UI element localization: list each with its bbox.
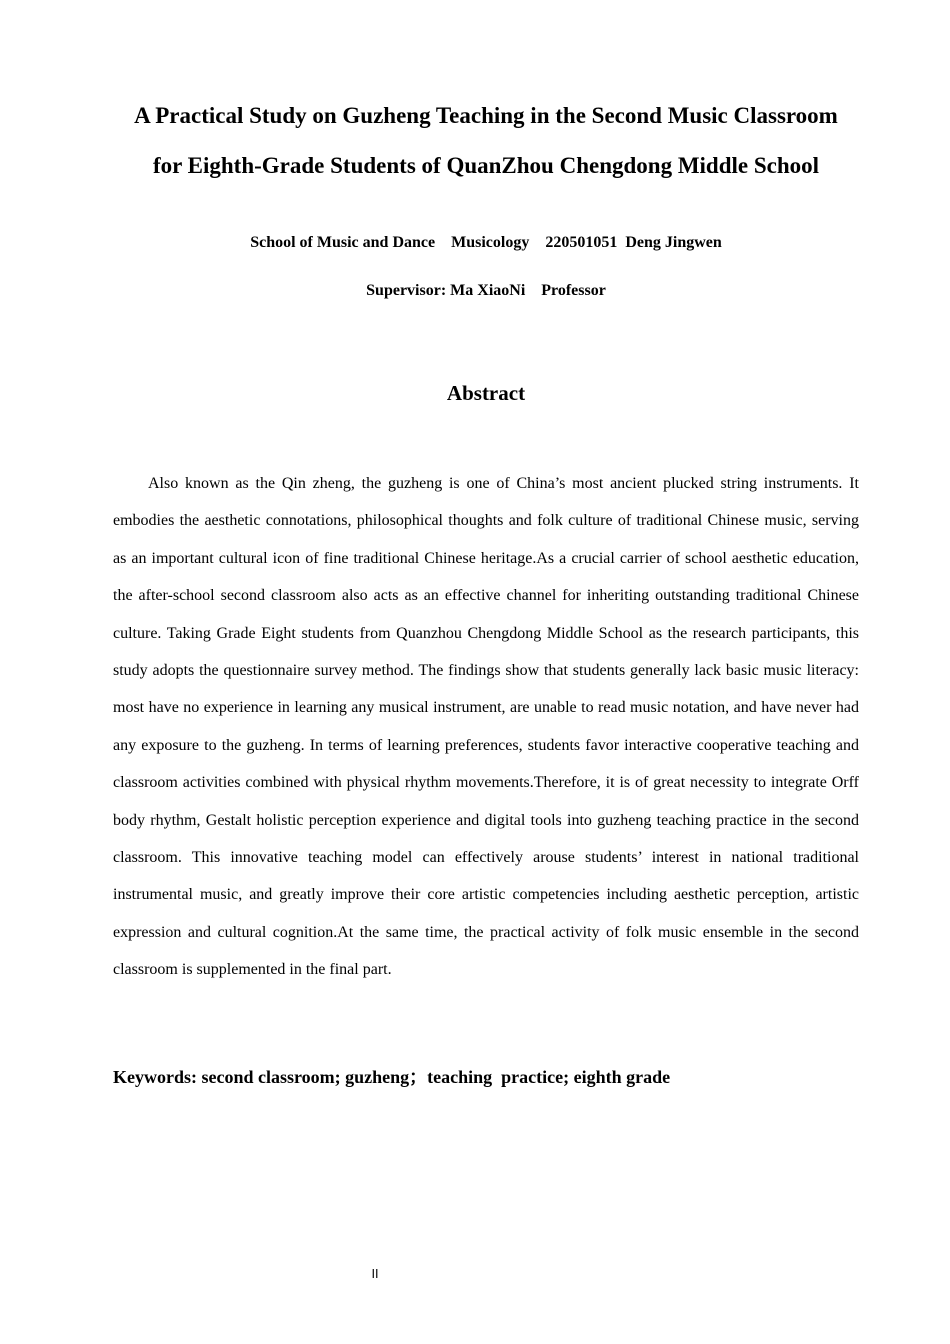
author-affiliation-line: School of Music and Dance Musicology 220501051 Deng Jingwen bbox=[250, 234, 722, 251]
abstract-paragraph: Also known as the Qin zheng, the guzheng is one of China’s most ancient plucked string instruments. It embodies the aesthetic connotations, philosophical thoughts and folk culture of traditional Chinese music, serving as an important cultural icon of fine traditional Chinese heritage.As a crucial carrier of school aesthetic education, the after-school second classroom also acts as an effective channel for inheriting outstanding traditional Chinese culture. Taking Grade Eight students from Quanzhou Chengdong Middle School as the research participants, this study adopts the questionnaire survey method. The findings show that students generally lack basic music literacy: most have no experience in learning any musical instrument, are unable to read music notation, and have never had any exposure to the guzheng. In terms of learning preferences, students favor interactive cooperative teaching and classroom activities combined with physical rhythm movements.Therefore, it is of great necessity to integrate Orff body rhythm, Gestalt holistic perception experience and digital tools into guzheng teaching practice in the second classroom. This innovative teaching model can effectively arouse students’ interest in national traditional instrumental music, and greatly improve their core artistic competencies including aesthetic perception, artistic expression and cultural cognition.At the same time, the practical activity of folk music ensemble in the second classroom is supplemented in the final part. bbox=[113, 475, 859, 979]
supervisor-line: Supervisor: Ma XiaoNi Professor bbox=[366, 282, 606, 299]
abstract-heading: Abstract bbox=[446, 381, 526, 405]
page-number: II bbox=[371, 1267, 379, 1281]
paper-title-line-2: for Eighth-Grade Students of QuanZhou Chengdong Middle School bbox=[152, 153, 820, 178]
keywords-line: Keywords: second classroom; guzheng；teaching practice; eighth grade bbox=[113, 1067, 671, 1087]
paper-title-line-1: A Practical Study on Guzheng Teaching in the Second Music Classroom bbox=[134, 103, 838, 128]
